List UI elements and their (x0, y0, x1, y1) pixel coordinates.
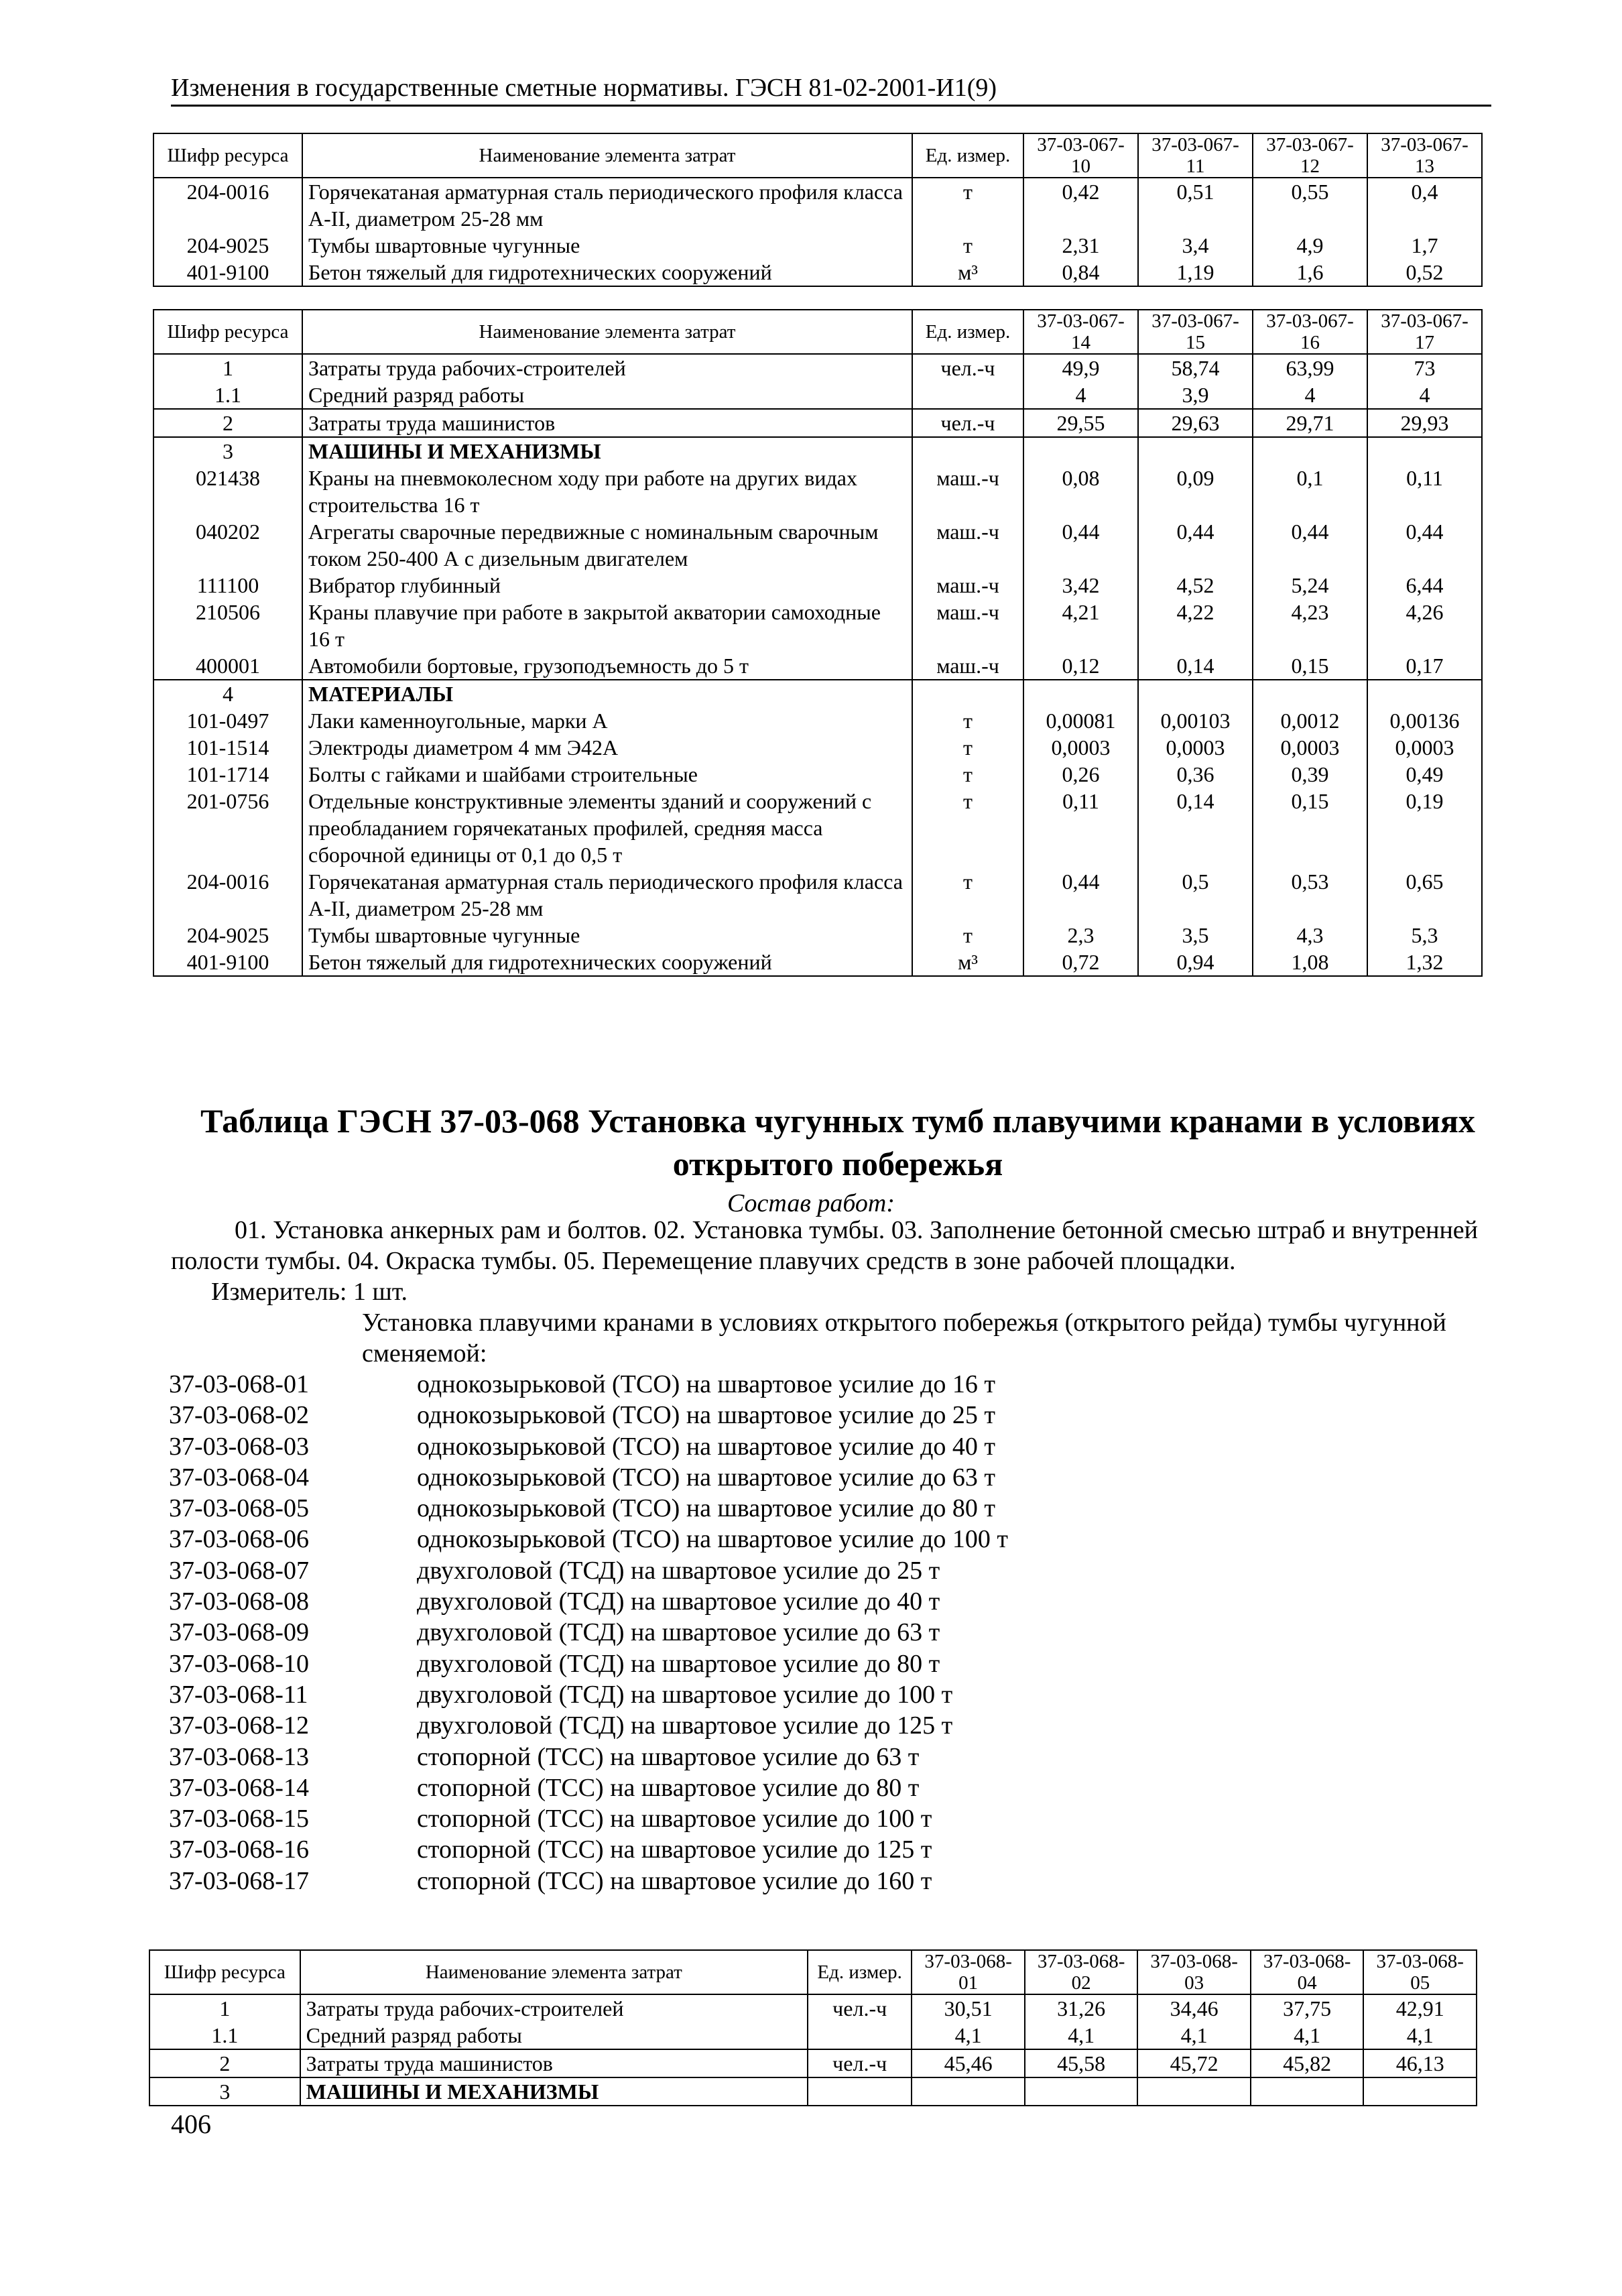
norm-description: двухголовой (ТСД) на швартовое усилие до 100 т (417, 1680, 953, 1709)
norm-code-item (169, 1710, 1442, 1741)
table-header-row (149, 1950, 1477, 1994)
resource-code-cell: 040202 (153, 518, 302, 572)
cost-element-cell: Болты с гайками и шайбами строительные (302, 761, 912, 788)
column-header: Наименование элемента затрат (302, 310, 912, 354)
cost-element-cell: Затраты труда машинистов (302, 409, 912, 437)
resource-code-cell: 1 (149, 1994, 300, 2022)
norm-code-item (169, 1400, 1442, 1431)
cost-element-cell: Горячекатаная арматурная сталь периодического профиля класса А-II, диаметром 25-28 мм (302, 868, 912, 922)
value-cell: 0,84 (1023, 259, 1138, 286)
norm-code-item (169, 1772, 1442, 1803)
norm-description: однокозырьковой (ТСО) на швартовое усилие до 100 т (417, 1525, 1009, 1554)
value-cell: 1,7 (1367, 232, 1482, 259)
value-cell: 31,26 (1025, 1994, 1138, 2022)
running-header: Изменения в государственные сметные нормативы. ГЭСН 81-02-2001-И1(9) (171, 72, 1491, 107)
resource-code-cell: 3 (149, 2077, 300, 2106)
table-row (149, 1994, 1477, 2022)
unit-cell: т (912, 734, 1023, 761)
norm-code-item (169, 1648, 1442, 1679)
column-header: 37-03-067-11 (1138, 133, 1253, 178)
value-cell: 0,11 (1367, 465, 1482, 518)
value-cell: 0,0003 (1023, 734, 1138, 761)
value-cell: 0,11 (1023, 788, 1138, 868)
value-cell: 1,6 (1253, 259, 1367, 286)
table-row (153, 409, 1482, 437)
resource-code-cell: 204-0016 (153, 868, 302, 922)
norm-code-item (169, 1834, 1442, 1865)
value-cell: 0,15 (1253, 652, 1367, 680)
unit-cell: т (912, 761, 1023, 788)
value-cell (1251, 2077, 1364, 2106)
unit-cell: м³ (912, 949, 1023, 976)
table-row (153, 922, 1482, 949)
value-cell: 1,08 (1253, 949, 1367, 976)
value-cell: 3,9 (1138, 381, 1253, 409)
resource-table-068-01-05 (149, 1949, 1477, 2106)
value-cell: 4,9 (1253, 232, 1367, 259)
column-header: Наименование элемента затрат (300, 1950, 808, 1994)
unit-cell: чел.-ч (912, 409, 1023, 437)
table-row (153, 572, 1482, 599)
norm-code: 37-03-068-15 (169, 1805, 309, 1833)
table-row (153, 178, 1482, 232)
unit-cell (912, 437, 1023, 465)
value-cell: 30,51 (912, 1994, 1025, 2022)
norm-description: стопорной (ТСС) на швартовое усилие до 63 т (417, 1742, 920, 1771)
norm-description: двухголовой (ТСД) на швартовое усилие до 40 т (417, 1587, 940, 1616)
resource-code-cell: 021438 (153, 465, 302, 518)
column-header: Ед. измер. (808, 1950, 912, 1994)
value-cell: 49,9 (1023, 354, 1138, 381)
cost-element-cell: Тумбы швартовные чугунные (302, 922, 912, 949)
resource-code-cell: 1.1 (153, 381, 302, 409)
norm-code-item (169, 1586, 1442, 1617)
norm-description: стопорной (ТСС) на швартовое усилие до 100 т (417, 1805, 932, 1833)
resource-code-cell: 204-9025 (153, 922, 302, 949)
unit-cell (808, 2022, 912, 2049)
cost-element-cell: Лаки каменноугольные, марки А (302, 707, 912, 734)
norm-code: 37-03-068-16 (169, 1835, 309, 1864)
value-cell: 29,93 (1367, 409, 1482, 437)
cost-element-cell: Средний разряд работы (300, 2022, 808, 2049)
table-title: Таблица ГЭСН 37-03-068 Установка чугунных тумб плавучими кранами в условиях открытого побережья (200, 1102, 1475, 1183)
norm-description: стопорной (ТСС) на швартовое усилие до 80 т (417, 1773, 920, 1802)
column-header: 37-03-067-14 (1023, 310, 1138, 354)
value-cell: 5,3 (1367, 922, 1482, 949)
value-cell: 3,4 (1138, 232, 1253, 259)
value-cell: 4,52 (1138, 572, 1253, 599)
value-cell: 4,1 (1363, 2022, 1477, 2049)
value-cell (1367, 437, 1482, 465)
norm-code-item (169, 1431, 1442, 1462)
norm-code: 37-03-068-04 (169, 1463, 309, 1492)
unit-cell: маш.-ч (912, 572, 1023, 599)
cost-element-cell: Электроды диаметром 4 мм Э42А (302, 734, 912, 761)
value-cell: 0,00081 (1023, 707, 1138, 734)
norm-code-item (169, 1803, 1442, 1834)
value-cell: 0,36 (1138, 761, 1253, 788)
value-cell: 29,71 (1253, 409, 1367, 437)
cost-element-cell: Краны на пневмоколесном ходу при работе на других видах строительства 16 т (302, 465, 912, 518)
value-cell: 58,74 (1138, 354, 1253, 381)
norm-description: однокозырьковой (ТСО) на швартовое усилие до 63 т (417, 1463, 996, 1492)
measure-unit: Измеритель: 1 шт. (211, 1278, 408, 1306)
value-cell: 37,75 (1251, 1994, 1364, 2022)
value-cell: 45,72 (1137, 2049, 1251, 2077)
cost-element-cell: Горячекатаная арматурная сталь периодического профиля класса А-II, диаметром 25-28 мм (302, 178, 912, 232)
column-header: 37-03-067-17 (1367, 310, 1482, 354)
value-cell: 0,53 (1253, 868, 1367, 922)
unit-cell: маш.-ч (912, 518, 1023, 572)
cost-element-cell: Затраты труда машинистов (300, 2049, 808, 2077)
norm-description: двухголовой (ТСД) на швартовое усилие до 125 т (417, 1711, 953, 1740)
norm-description: стопорной (ТСС) на швартовое усилие до 125 т (417, 1835, 932, 1864)
norm-code: 37-03-068-06 (169, 1525, 309, 1554)
cost-element-cell: Краны плавучие при работе в закрытой акватории самоходные 16 т (302, 599, 912, 652)
resource-code-cell: 111100 (153, 572, 302, 599)
value-cell: 0,5 (1138, 868, 1253, 922)
unit-cell: м³ (912, 259, 1023, 286)
table-row (153, 518, 1482, 572)
value-cell (1367, 680, 1482, 707)
cost-element-cell: Бетон тяжелый для гидротехнических сооружений (302, 949, 912, 976)
resource-code-cell: 201-0756 (153, 788, 302, 868)
resource-code-cell: 101-0497 (153, 707, 302, 734)
value-cell: 3,5 (1138, 922, 1253, 949)
value-cell: 0,00136 (1367, 707, 1482, 734)
unit-cell: т (912, 922, 1023, 949)
column-header: Наименование элемента затрат (302, 133, 912, 178)
table-row (153, 680, 1482, 707)
value-cell: 0,09 (1138, 465, 1253, 518)
value-cell: 45,46 (912, 2049, 1025, 2077)
value-cell: 63,99 (1253, 354, 1367, 381)
unit-cell: т (912, 707, 1023, 734)
value-cell: 4 (1253, 381, 1367, 409)
value-cell: 0,00103 (1138, 707, 1253, 734)
value-cell: 0,17 (1367, 652, 1482, 680)
value-cell (1138, 437, 1253, 465)
value-cell: 1,32 (1367, 949, 1482, 976)
value-cell: 4,23 (1253, 599, 1367, 652)
norm-code-item (169, 1742, 1442, 1772)
table-row (153, 868, 1482, 922)
table-row (153, 788, 1482, 868)
table-row (153, 354, 1482, 381)
table-row (153, 381, 1482, 409)
value-cell: 0,0012 (1253, 707, 1367, 734)
value-cell: 0,44 (1138, 518, 1253, 572)
value-cell: 29,63 (1138, 409, 1253, 437)
value-cell: 4,1 (1025, 2022, 1138, 2049)
value-cell: 0,39 (1253, 761, 1367, 788)
norm-code-item (169, 1866, 1442, 1896)
norm-code: 37-03-068-05 (169, 1494, 309, 1523)
composition-text: 01. Установка анкерных рам и болтов. 02. Установка тумбы. 03. Заполнение бетонной смесью штраб и внутренней полости тумбы. 04. Окраска тумбы. 05. Перемещение плавучих средств в зоне рабочей площадки. (171, 1216, 1478, 1275)
value-cell: 4,22 (1138, 599, 1253, 652)
value-cell: 5,24 (1253, 572, 1367, 599)
norm-description: однокозырьковой (ТСО) на швартовое усилие до 25 т (417, 1401, 996, 1430)
norm-code: 37-03-068-14 (169, 1773, 309, 1802)
value-cell: 0,14 (1138, 652, 1253, 680)
value-cell: 4,1 (912, 2022, 1025, 2049)
value-cell: 0,4 (1367, 178, 1482, 232)
value-cell: 4,3 (1253, 922, 1367, 949)
cost-element-cell: МАШИНЫ И МЕХАНИЗМЫ (302, 437, 912, 465)
value-cell: 0,51 (1138, 178, 1253, 232)
cost-element-cell: Затраты труда рабочих-строителей (300, 1994, 808, 2022)
value-cell (1137, 2077, 1251, 2106)
unit-cell: чел.-ч (912, 354, 1023, 381)
value-cell (1253, 680, 1367, 707)
column-header: 37-03-067-16 (1253, 310, 1367, 354)
installation-intro: Установка плавучими кранами в условиях открытого побережья (открытого рейда) тумбы чугунной сменяемой: (362, 1309, 1446, 1368)
resource-code-cell: 101-1514 (153, 734, 302, 761)
norm-code-item (169, 1493, 1442, 1524)
cost-element-cell: Тумбы швартовные чугунные (302, 232, 912, 259)
resource-code-cell: 204-0016 (153, 178, 302, 232)
value-cell: 0,0003 (1253, 734, 1367, 761)
cost-element-cell: Вибратор глубинный (302, 572, 912, 599)
value-cell (1363, 2077, 1477, 2106)
norm-code-item (169, 1679, 1442, 1710)
unit-cell: т (912, 232, 1023, 259)
norm-code-item (169, 1617, 1442, 1648)
value-cell (912, 2077, 1025, 2106)
value-cell: 0,72 (1023, 949, 1138, 976)
unit-cell (912, 381, 1023, 409)
column-header: 37-03-068-01 (912, 1950, 1025, 1994)
value-cell: 0,52 (1367, 259, 1482, 286)
value-cell: 46,13 (1363, 2049, 1477, 2077)
value-cell: 29,55 (1023, 409, 1138, 437)
resource-code-cell: 401-9100 (153, 259, 302, 286)
resource-code-cell: 210506 (153, 599, 302, 652)
unit-cell: маш.-ч (912, 599, 1023, 652)
unit-cell: т (912, 178, 1023, 232)
norm-code-item (169, 1462, 1442, 1493)
value-cell: 4 (1023, 381, 1138, 409)
norm-code: 37-03-068-17 (169, 1866, 309, 1895)
resource-code-cell: 400001 (153, 652, 302, 680)
cost-element-cell: Автомобили бортовые, грузоподъемность до 5 т (302, 652, 912, 680)
column-header: 37-03-067-13 (1367, 133, 1482, 178)
table-header-row (153, 133, 1482, 178)
value-cell: 0,65 (1367, 868, 1482, 922)
norm-code: 37-03-068-07 (169, 1556, 309, 1585)
table-row (149, 2022, 1477, 2049)
norm-code: 37-03-068-02 (169, 1401, 309, 1430)
unit-cell: маш.-ч (912, 465, 1023, 518)
resource-code-cell: 2 (149, 2049, 300, 2077)
value-cell: 0,49 (1367, 761, 1482, 788)
unit-cell: чел.-ч (808, 1994, 912, 2022)
table-row (153, 652, 1482, 680)
unit-cell: т (912, 868, 1023, 922)
norm-code-list (169, 1369, 1442, 1896)
value-cell: 34,46 (1137, 1994, 1251, 2022)
value-cell: 0,14 (1138, 788, 1253, 868)
value-cell: 0,12 (1023, 652, 1138, 680)
norm-description: однокозырьковой (ТСО) на швартовое усилие до 40 т (417, 1432, 996, 1461)
cost-element-cell: Средний разряд работы (302, 381, 912, 409)
table-row (149, 2077, 1477, 2106)
norm-code: 37-03-068-03 (169, 1432, 309, 1461)
value-cell: 0,15 (1253, 788, 1367, 868)
value-cell: 42,91 (1363, 1994, 1477, 2022)
norm-code: 37-03-068-12 (169, 1711, 309, 1740)
value-cell (1023, 680, 1138, 707)
norm-code-item (169, 1369, 1442, 1400)
value-cell (1138, 680, 1253, 707)
table-row (153, 761, 1482, 788)
norm-description: однокозырьковой (ТСО) на швартовое усилие до 16 т (417, 1370, 996, 1398)
column-header: 37-03-067-12 (1253, 133, 1367, 178)
value-cell: 0,94 (1138, 949, 1253, 976)
value-cell: 0,44 (1253, 518, 1367, 572)
resource-code-cell: 2 (153, 409, 302, 437)
table-row (153, 259, 1482, 286)
resource-code-cell: 1 (153, 354, 302, 381)
resource-code-cell: 401-9100 (153, 949, 302, 976)
column-header: Шифр ресурса (153, 310, 302, 354)
value-cell: 0,08 (1023, 465, 1138, 518)
norm-code: 37-03-068-08 (169, 1587, 309, 1616)
norm-code: 37-03-068-01 (169, 1370, 309, 1398)
value-cell: 0,0003 (1367, 734, 1482, 761)
column-header: Ед. измер. (912, 133, 1023, 178)
cost-element-cell: Отдельные конструктивные элементы зданий и сооружений с преобладанием горячекатаных профилей, средняя масса сборочной единицы от 0,1 до 0,5 т (302, 788, 912, 868)
resource-code-cell: 3 (153, 437, 302, 465)
value-cell: 0,44 (1023, 868, 1138, 922)
column-header: Шифр ресурса (149, 1950, 300, 1994)
cost-element-cell: Затраты труда рабочих-строителей (302, 354, 912, 381)
value-cell: 4,26 (1367, 599, 1482, 652)
table-header-row (153, 310, 1482, 354)
value-cell: 45,58 (1025, 2049, 1138, 2077)
value-cell (1025, 2077, 1138, 2106)
table-row (153, 232, 1482, 259)
value-cell: 45,82 (1251, 2049, 1364, 2077)
column-header: 37-03-068-04 (1251, 1950, 1364, 1994)
column-header: 37-03-068-05 (1363, 1950, 1477, 1994)
norm-code: 37-03-068-13 (169, 1742, 309, 1771)
resource-code-cell: 101-1714 (153, 761, 302, 788)
value-cell: 0,44 (1023, 518, 1138, 572)
norm-code: 37-03-068-10 (169, 1649, 309, 1678)
resource-code-cell: 1.1 (149, 2022, 300, 2049)
norm-code-item (169, 1524, 1442, 1555)
resource-code-cell: 204-9025 (153, 232, 302, 259)
column-header: 37-03-068-02 (1025, 1950, 1138, 1994)
value-cell: 2,3 (1023, 922, 1138, 949)
cost-element-cell: Агрегаты сварочные передвижные с номинальным сварочным током 250-400 А с дизельным двигателем (302, 518, 912, 572)
value-cell (1253, 437, 1367, 465)
unit-cell: т (912, 788, 1023, 868)
unit-cell: чел.-ч (808, 2049, 912, 2077)
value-cell: 6,44 (1367, 572, 1482, 599)
unit-cell: маш.-ч (912, 652, 1023, 680)
column-header: 37-03-068-03 (1137, 1950, 1251, 1994)
norm-description: двухголовой (ТСД) на швартовое усилие до 80 т (417, 1649, 940, 1678)
value-cell: 0,42 (1023, 178, 1138, 232)
norm-description: стопорной (ТСС) на швартовое усилие до 160 т (417, 1866, 932, 1895)
value-cell: 4,1 (1137, 2022, 1251, 2049)
value-cell: 4 (1367, 381, 1482, 409)
value-cell: 73 (1367, 354, 1482, 381)
cost-element-cell: МАТЕРИАЛЫ (302, 680, 912, 707)
unit-cell (912, 680, 1023, 707)
table-row (153, 465, 1482, 518)
value-cell: 0,19 (1367, 788, 1482, 868)
resource-code-cell: 4 (153, 680, 302, 707)
norm-description: двухголовой (ТСД) на швартовое усилие до 25 т (417, 1556, 940, 1585)
norm-description: двухголовой (ТСД) на швартовое усилие до 63 т (417, 1618, 940, 1647)
value-cell: 0,1 (1253, 465, 1367, 518)
value-cell: 0,55 (1253, 178, 1367, 232)
column-header: 37-03-067-10 (1023, 133, 1138, 178)
table-row (149, 2049, 1477, 2077)
value-cell (1023, 437, 1138, 465)
column-header: Шифр ресурса (153, 133, 302, 178)
composition-block (171, 1215, 1478, 1307)
value-cell: 1,19 (1138, 259, 1253, 286)
table-row (153, 707, 1482, 734)
value-cell: 0,26 (1023, 761, 1138, 788)
column-header: 37-03-067-15 (1138, 310, 1253, 354)
value-cell: 4,1 (1251, 2022, 1364, 2049)
cost-element-cell: Бетон тяжелый для гидротехнических сооружений (302, 259, 912, 286)
norm-code: 37-03-068-11 (169, 1680, 308, 1709)
composition-label: Состав работ: (727, 1189, 895, 1217)
resource-table-067-10-13 (153, 133, 1483, 287)
value-cell: 4,21 (1023, 599, 1138, 652)
page-number: 406 (171, 2109, 211, 2139)
value-cell: 3,42 (1023, 572, 1138, 599)
norm-description: однокозырьковой (ТСО) на швартовое усилие до 80 т (417, 1494, 996, 1523)
norm-code: 37-03-068-09 (169, 1618, 309, 1647)
cost-element-cell: МАШИНЫ И МЕХАНИЗМЫ (300, 2077, 808, 2106)
value-cell: 0,44 (1367, 518, 1482, 572)
table-row (153, 437, 1482, 465)
table-row (153, 734, 1482, 761)
value-cell: 0,0003 (1138, 734, 1253, 761)
table-row (153, 949, 1482, 976)
resource-table-067-14-17 (153, 309, 1483, 977)
column-header: Ед. измер. (912, 310, 1023, 354)
value-cell: 2,31 (1023, 232, 1138, 259)
table-row (153, 599, 1482, 652)
norm-code-item (169, 1555, 1442, 1586)
unit-cell (808, 2077, 912, 2106)
